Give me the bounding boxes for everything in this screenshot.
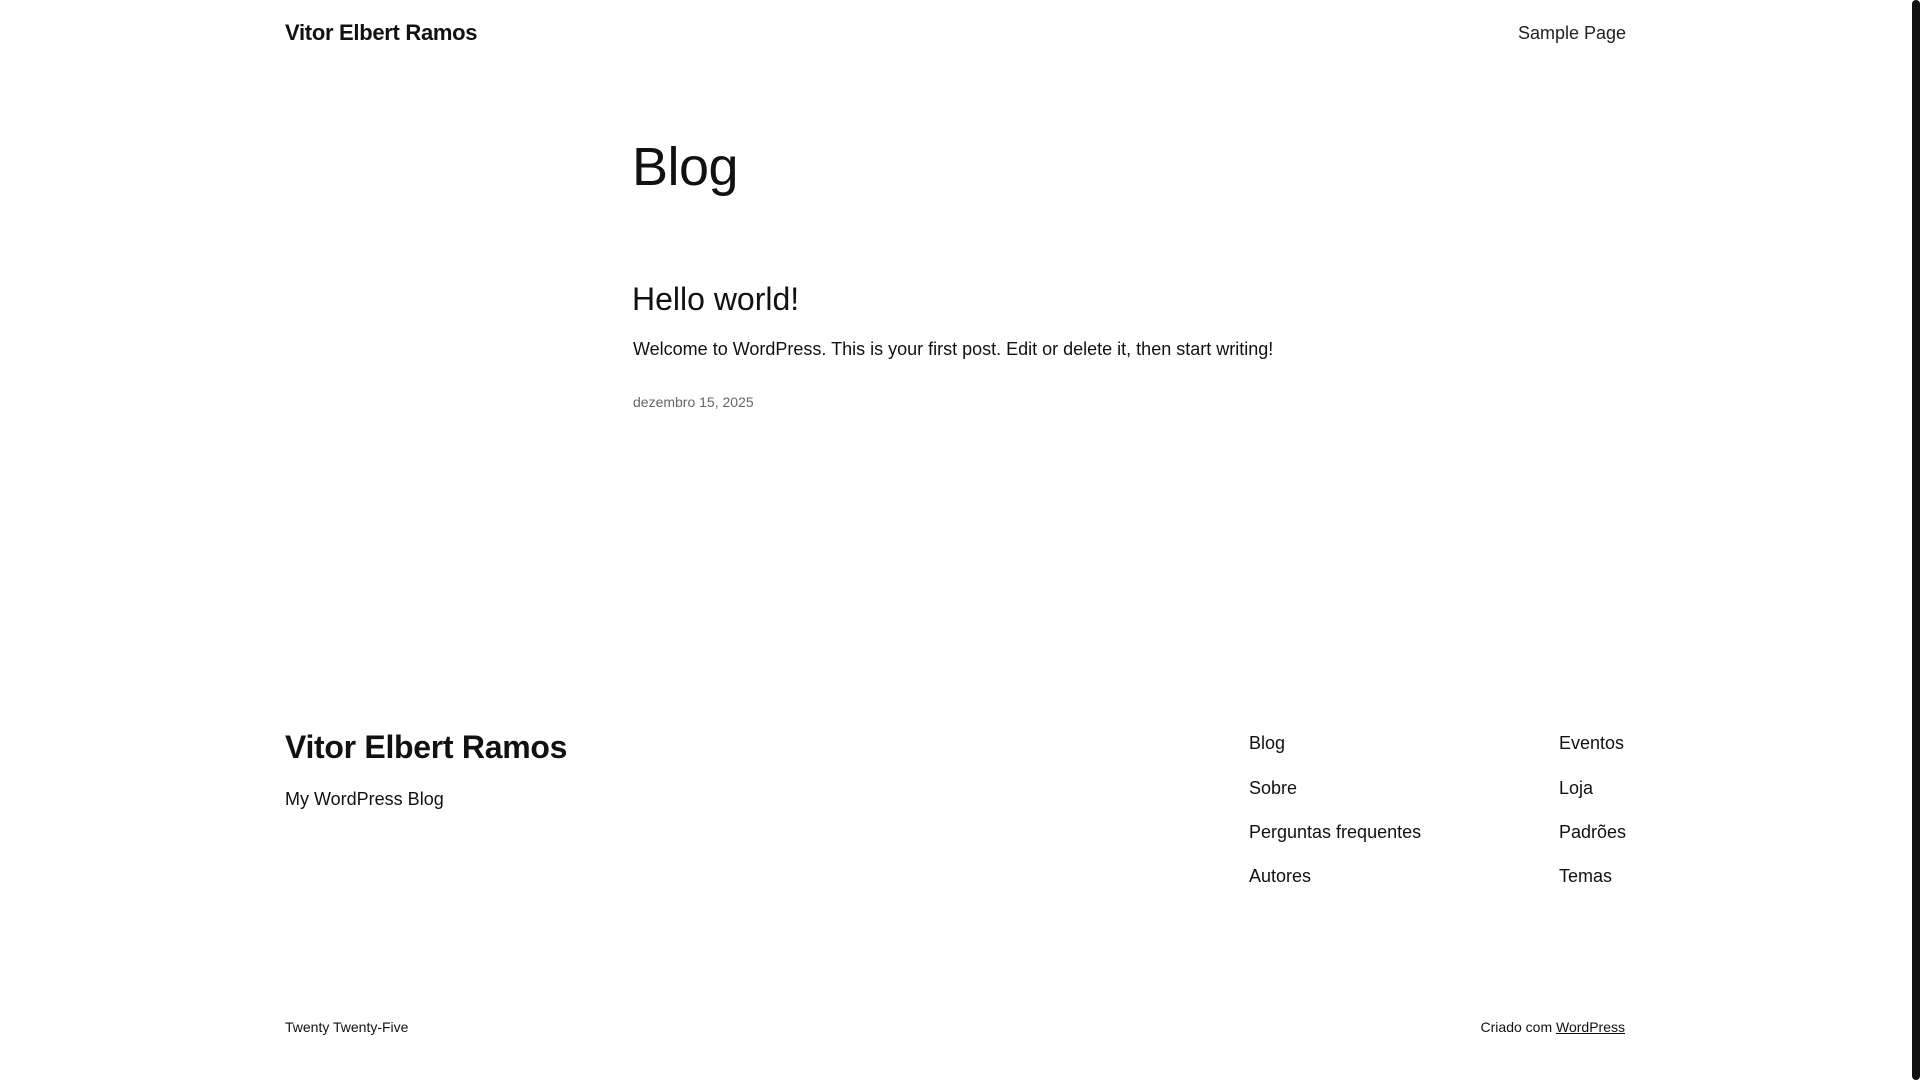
post-date[interactable]: dezembro 15, 2025 [633,394,754,410]
wordpress-credit [1481,1019,1625,1035]
post-excerpt: Welcome to WordPress. This is your first post. Edit or delete it, then start writing! [633,339,1274,359]
post-title[interactable]: Hello world! [632,281,800,317]
page-title: Blog [632,137,739,197]
footer-tagline: My WordPress Blog [285,789,444,809]
footer-nav-temas[interactable]: Temas [1559,866,1613,886]
scrollbar[interactable] [1912,0,1920,1080]
credit-prefix: Criado com [1480,1019,1553,1035]
wordpress-link[interactable]: WordPress [1556,1019,1625,1035]
footer-nav-sobre[interactable]: Sobre [1249,778,1298,798]
site-title[interactable]: Vitor Elbert Ramos [285,20,478,45]
footer-nav-loja[interactable]: Loja [1559,778,1594,798]
footer-nav-faq[interactable]: Perguntas frequentes [1249,822,1422,842]
footer-nav-eventos[interactable]: Eventos [1559,733,1625,753]
footer-nav-blog[interactable]: Blog [1249,733,1286,753]
theme-credit: Twenty Twenty-Five [285,1019,409,1035]
nav-sample-page[interactable]: Sample Page [1518,23,1627,43]
footer-nav-autores[interactable]: Autores [1249,866,1312,886]
footer-nav-padroes[interactable]: Padrões [1559,822,1627,842]
footer-site-title[interactable]: Vitor Elbert Ramos [285,729,568,765]
